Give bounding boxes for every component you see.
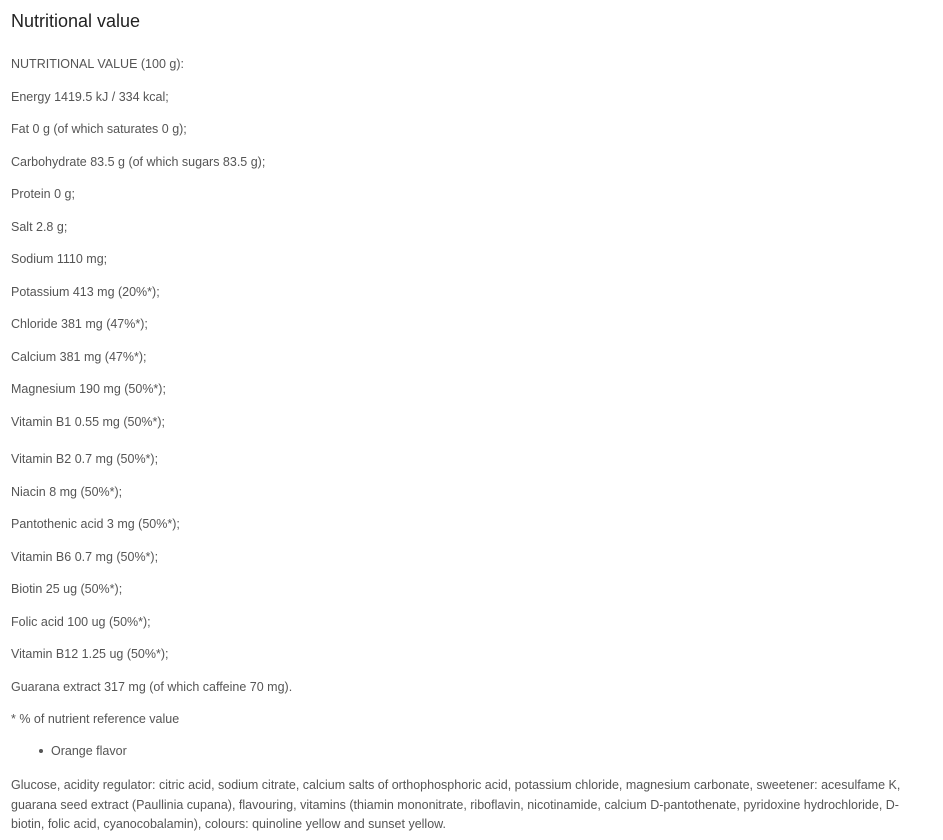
nutrient-line-vitamin-b1: Vitamin B1 0.55 mg (50%*); (11, 415, 166, 429)
nutrition-header: NUTRITIONAL VALUE (100 g): (11, 57, 184, 71)
ingredients-text: Glucose, acidity regulator: citric acid, sodium citrate, calcium salts of orthophosphoric acid, potassium chloride, magnesium carbonate, sweetener: acesulfame K, guarana seed extract (Paullinia cupana), flavouring, vitamins (thiamin mononitrate, riboflavin, nicotinamide, calcium D-pantothenate, pyridoxine hydrochloride, D-biotin, folic acid, cyanocobalamin), colours: quinoline yellow and sunset yellow. (11, 778, 901, 831)
nutrient-line-biotin: Biotin 25 ug (50%*); (11, 582, 123, 596)
bullet-icon (39, 749, 43, 753)
nutrient-line-protein: Protein 0 g; (11, 187, 75, 201)
nutrient-line-salt: Salt 2.8 g; (11, 220, 68, 234)
flavor-list (11, 743, 127, 759)
list-item (11, 743, 127, 759)
nutrient-line-calcium: Calcium 381 mg (47%*); (11, 350, 147, 364)
nutrient-line-vitamin-b2: Vitamin B2 0.7 mg (50%*); (11, 452, 159, 466)
nutrient-line-energy: Energy 1419.5 kJ / 334 kcal; (11, 90, 169, 104)
nutrient-line-carbohydrate: Carbohydrate 83.5 g (of which sugars 83.5 g); (11, 155, 266, 169)
nutrient-line-guarana-extract: Guarana extract 317 mg (of which caffeine 70 mg). (11, 680, 293, 694)
nutrient-line-sodium: Sodium 1110 mg; (11, 252, 108, 266)
reference-value-footnote: * % of nutrient reference value (11, 712, 180, 726)
section-title: Nutritional value (11, 11, 141, 31)
nutrient-line-niacin: Niacin 8 mg (50%*); (11, 485, 123, 499)
nutrient-line-fat: Fat 0 g (of which saturates 0 g); (11, 122, 187, 136)
nutrient-line-vitamin-b6: Vitamin B6 0.7 mg (50%*); (11, 550, 159, 564)
nutrient-line-chloride: Chloride 381 mg (47%*); (11, 317, 148, 331)
nutrient-line-pantothenic-acid: Pantothenic acid 3 mg (50%*); (11, 517, 180, 531)
flavor-label: Orange flavor (51, 744, 127, 758)
nutrient-line-vitamin-b12: Vitamin B12 1.25 ug (50%*); (11, 647, 169, 661)
nutrient-line-folic-acid: Folic acid 100 ug (50%*); (11, 615, 151, 629)
nutrient-line-magnesium: Magnesium 190 mg (50%*); (11, 382, 166, 396)
nutrient-line-potassium: Potassium 413 mg (20%*); (11, 285, 160, 299)
